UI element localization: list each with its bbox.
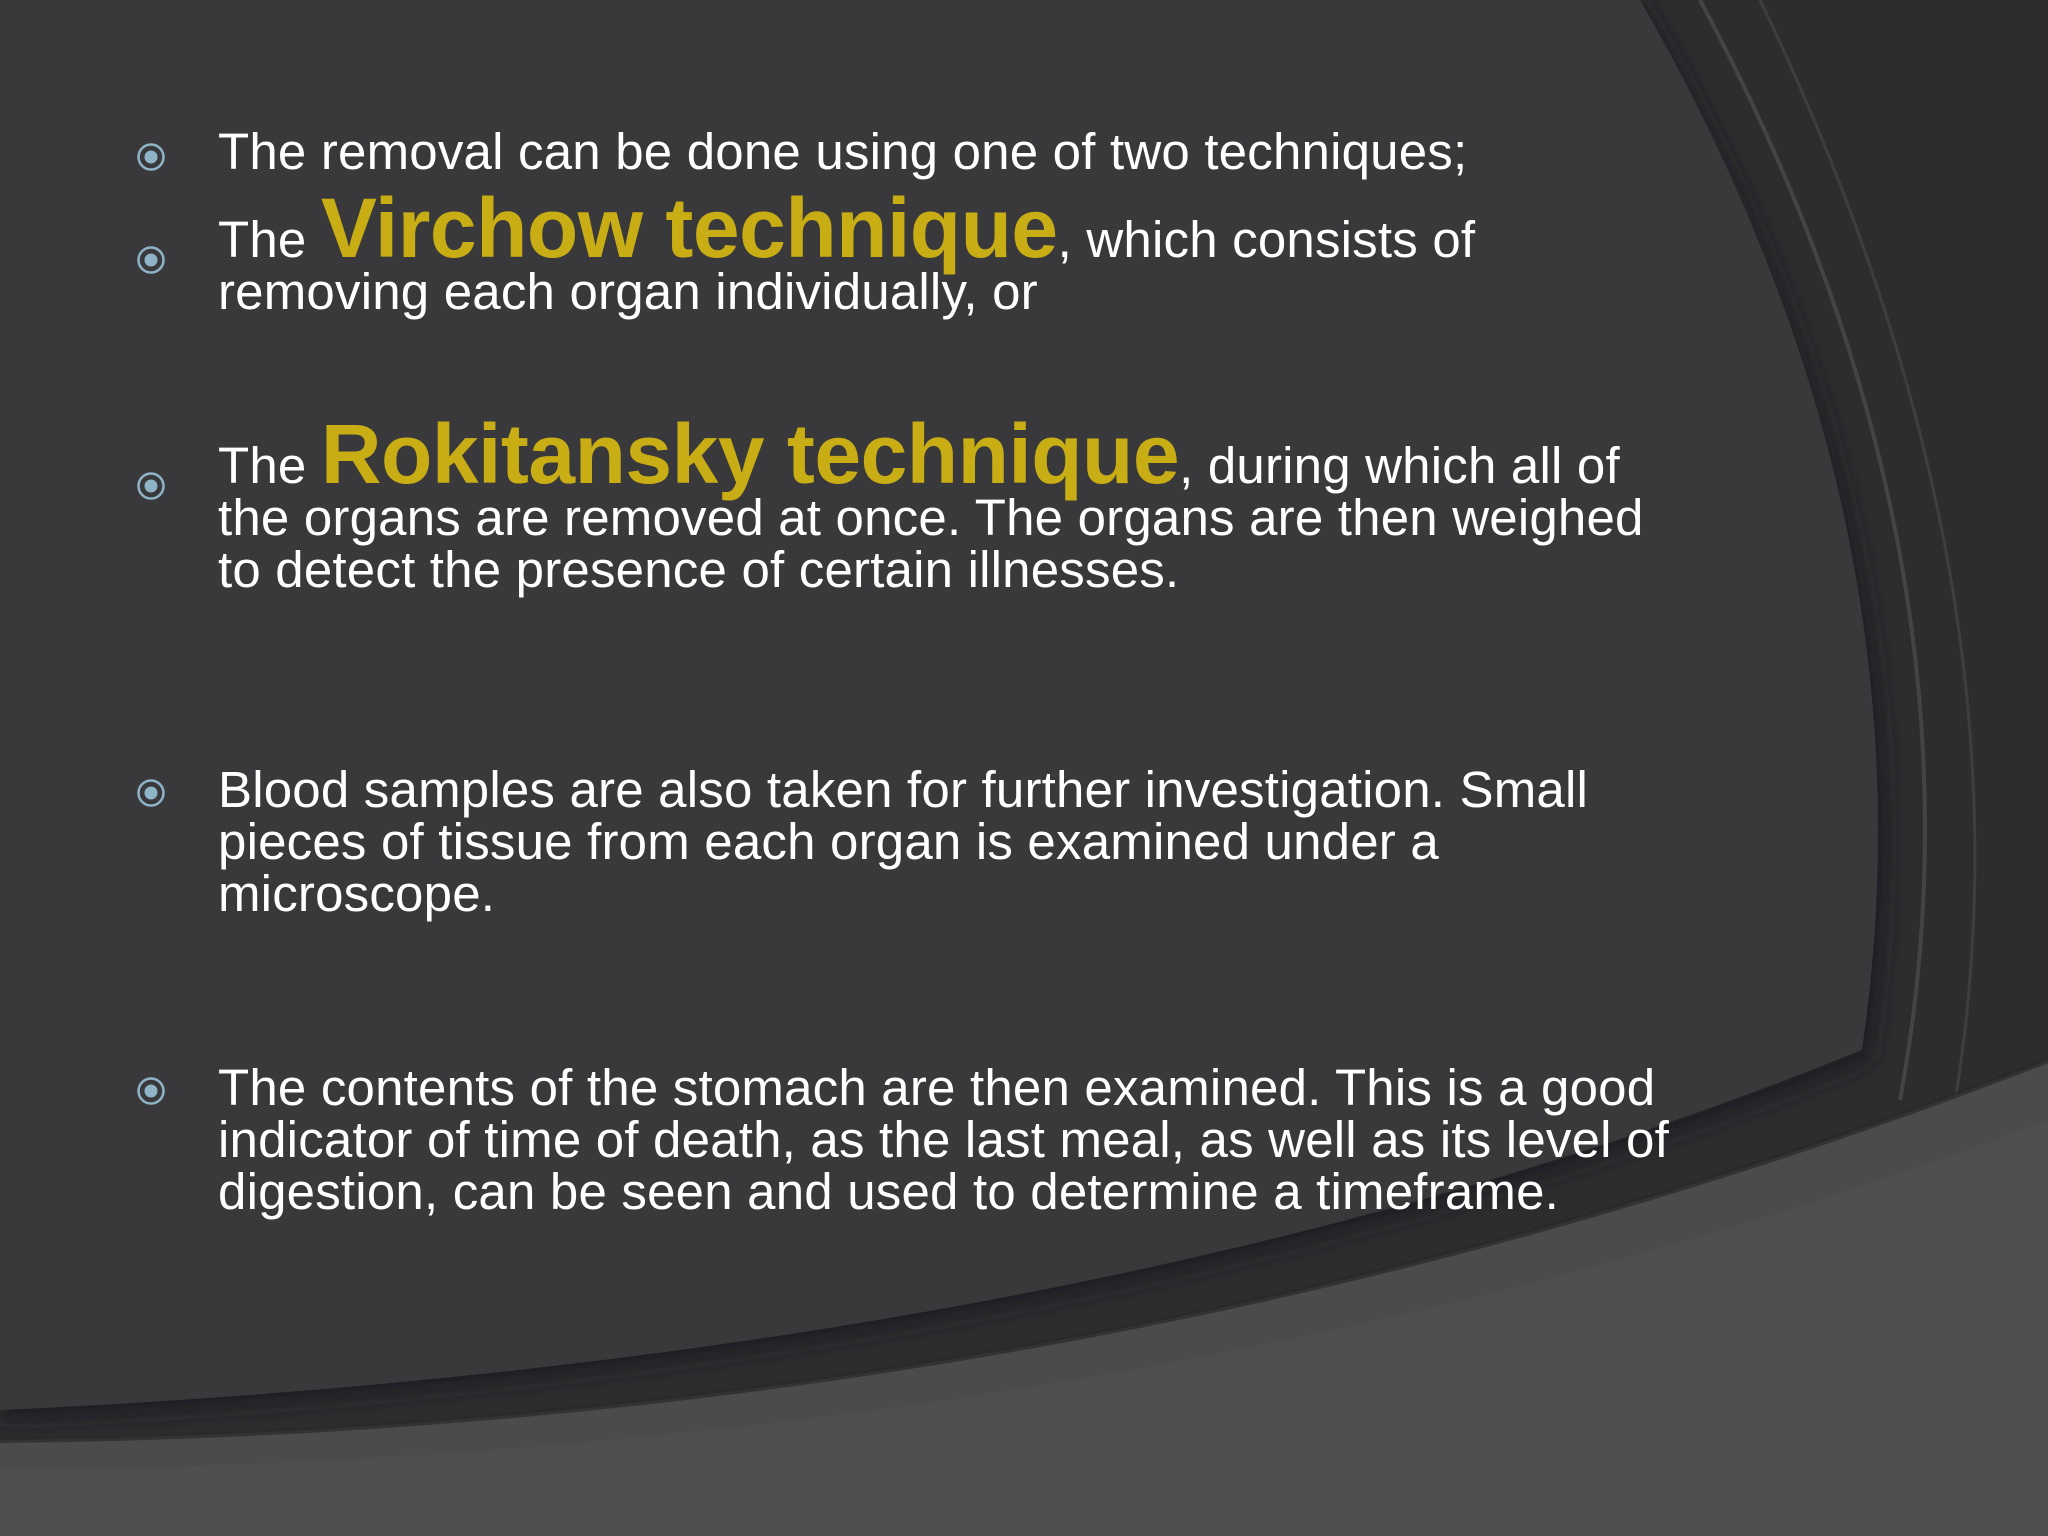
bullet-5-line-1: The contents of the stomach are then examined. This is a good (218, 1059, 1656, 1116)
bullet-3-lead: The (218, 437, 321, 494)
bullet-4-line-3: microscope. (218, 865, 496, 922)
bullet-4-line-1: Blood samples are also taken for further investigation. Small (218, 761, 1589, 818)
bullet-4-line-2: pieces of tissue from each organ is examined under a (218, 813, 1439, 870)
bullet-text (218, 123, 1778, 180)
rokitansky-technique-highlight: Rokitansky technique (320, 407, 1180, 501)
bullet-circle-icon (136, 245, 166, 275)
bullet-3-line-3: to detect the presence of certain illnesses. (218, 541, 1180, 598)
bullet-3-rest: , during which all of (1179, 437, 1620, 494)
bullet-2-lead: The (218, 211, 321, 268)
bullet-text (218, 761, 1778, 922)
bullet-circle-icon (136, 1076, 166, 1106)
bullet-2-rest: , which consists of (1057, 211, 1476, 268)
bullet-text (218, 407, 1778, 598)
bullet-5-line-3: digestion, can be seen and used to determine a timeframe. (218, 1163, 1560, 1220)
bullet-2-line-1 (218, 181, 1778, 275)
bullet-text (218, 1059, 1778, 1220)
bullet-3-line-2: the organs are removed at once. The organs are then weighed (218, 489, 1644, 546)
bullet-5-line-2: indicator of time of death, as the last meal, as well as its level of (218, 1111, 1669, 1168)
bullet-1-text: The removal can be done using one of two techniques; (218, 123, 1468, 180)
bullet-circle-icon (136, 142, 166, 172)
bullet-2-line-2: removing each organ individually, or (218, 263, 1038, 320)
bullet-circle-icon (136, 778, 166, 808)
bullet-3-line-1 (218, 407, 1778, 501)
bullet-text (218, 181, 1778, 320)
virchow-technique-highlight: Virchow technique (320, 181, 1058, 275)
bullet-circle-icon (136, 471, 166, 501)
